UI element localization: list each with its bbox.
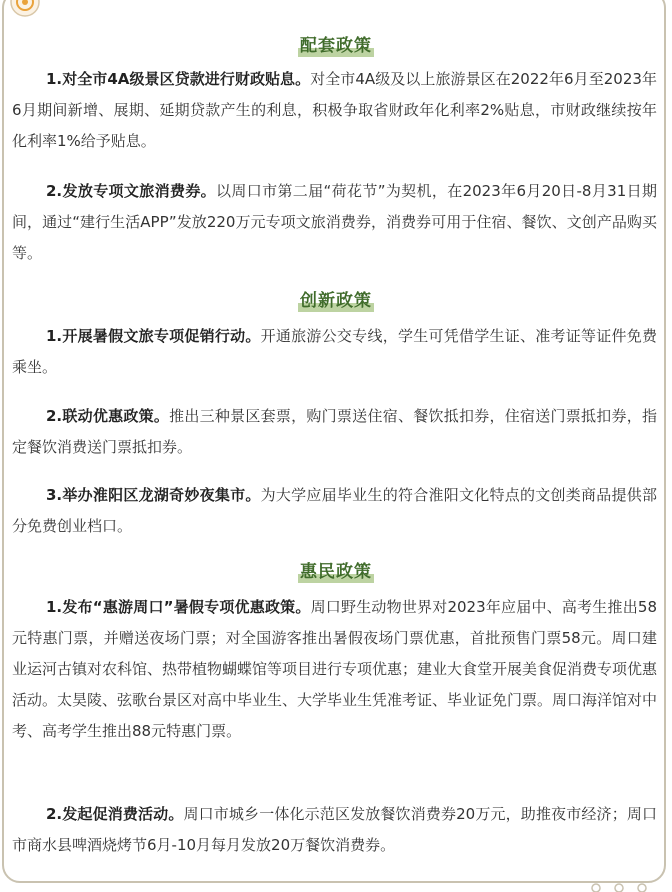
policy-body: 推出三种景区套票，购门票送住宿、餐饮抵扣券，住宿送门票抵扣券，指定餐饮消费送门票抵扣券。 <box>12 407 657 456</box>
section-heading-benefit <box>0 561 672 583</box>
policy-paragraph <box>12 64 657 157</box>
policy-body: 为大学应届毕业生的符合淮阳文化特点的文创类商品提供部分免费创业档口。 <box>12 486 657 535</box>
policy-body: 对全市4A级及以上旅游景区在2022年6月至2023年6月期间新增、展期、延期贷款产生的利息，积极争取省财政年化利率2%贴息，市财政继续按年化利率1%给予贴息。 <box>12 70 657 150</box>
policy-paragraph <box>12 176 657 269</box>
section-heading-text: 惠民政策 <box>298 561 374 583</box>
policy-paragraph <box>12 401 657 463</box>
policy-title: 3.举办淮阳区龙湖奇妙夜集市。 <box>46 486 261 504</box>
policy-body: 周口市城乡一体化示范区发放餐饮消费券20万元，助推夜市经济；周口市商水县啤酒烧烤节6月-10月每月发放20万餐饮消费券。 <box>12 805 657 854</box>
policy-title: 1.开展暑假文旅专项促销行动。 <box>46 327 261 345</box>
section-heading-text: 配套政策 <box>298 35 374 57</box>
policy-title: 2.发起促消费活动。 <box>46 805 183 823</box>
policy-title: 1.发布“惠游周口”暑假专项优惠政策。 <box>46 598 311 616</box>
policy-body: 以周口市第二届“荷花节”为契机，在2023年6月20日-8月31日期间，通过“建行生活APP”发放220万元专项文旅消费券，消费券可用于住宿、餐饮、文创产品购买等。 <box>12 182 657 262</box>
policy-paragraph <box>12 592 657 747</box>
section-heading-supporting <box>0 35 672 57</box>
policy-title: 1.对全市4A级景区贷款进行财政贴息。 <box>46 70 310 88</box>
policy-paragraph <box>12 480 657 542</box>
sun-badge-icon <box>8 0 42 18</box>
policy-title: 2.联动优惠政策。 <box>46 407 169 425</box>
section-heading-text: 创新政策 <box>298 290 374 312</box>
policy-paragraph <box>12 799 657 861</box>
policy-body: 开通旅游公交专线，学生可凭借学生证、准考证等证件免费乘坐。 <box>12 327 657 376</box>
policy-title: 2.发放专项文旅消费券。 <box>46 182 216 200</box>
corner-decoration-icon <box>584 882 654 892</box>
section-heading-innovation <box>0 290 672 312</box>
policy-body: 周口野生动物世界对2023年应届中、高考生推出58元特惠门票，并赠送夜场门票；对全国游客推出暑假夜场门票优惠，首批预售门票58元。周口建业运河古镇对农科馆、热带植物蝴蝶馆等项目进行专项优惠；建业大食堂开展美食促消费专项优惠活动。太昊陵、弦歌台景区对高中毕业生、大学毕业生凭准考证、毕业证免门票。周口海洋馆对中考、高考学生推出88元特惠门票。 <box>12 598 657 740</box>
policy-paragraph <box>12 321 657 383</box>
